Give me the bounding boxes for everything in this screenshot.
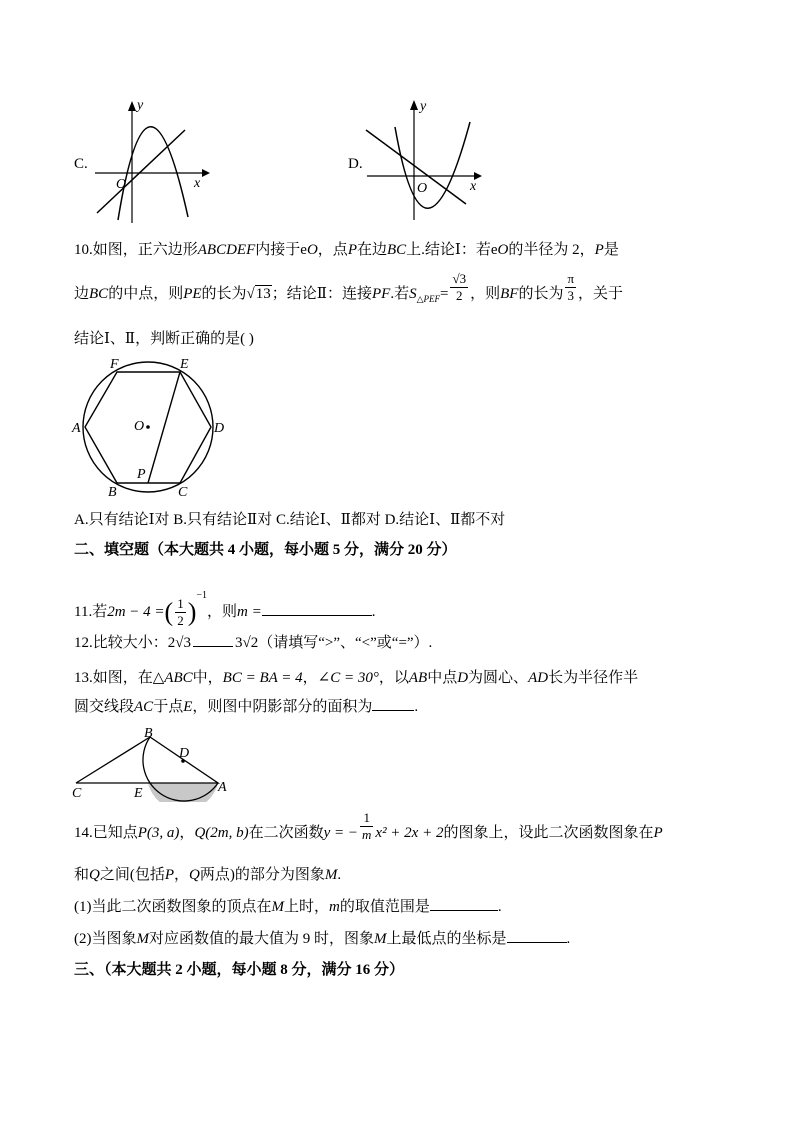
section2-heading: 二、填空题（本大题共 4 小题，每小题 5 分，满分 20 分） [74, 542, 457, 558]
svg-text:P: P [137, 467, 146, 482]
q14-sub2: (2)当图象M对应函数值的最大值为 9 时，图象M上最低点的坐标是 . [74, 931, 571, 947]
graph-d-x-label: x [470, 179, 477, 194]
option-d-label: D. [348, 156, 363, 172]
svg-text:E: E [180, 357, 189, 372]
graph-c-x-label: x [194, 176, 201, 191]
graph-c [90, 95, 215, 225]
svg-text:C: C [72, 786, 82, 801]
q11: 11.若2m − 4 =( $\frac{1}{2}$ )$^{-1}$，则m = . [74, 590, 376, 629]
svg-text:B: B [144, 727, 153, 741]
svg-text:A: A [72, 421, 81, 436]
q10-line1: 10.如图，正六边形ABCDEF内接于eO，点P在边BC上.结论Ⅰ：若eO的半径为 2，P是 [74, 242, 619, 258]
graph-d [362, 92, 492, 222]
triangle-figure [68, 727, 238, 802]
graph-d-y-label: y [420, 99, 427, 114]
q10-line2: 边BC的中点，则PE的长为√13；结论Ⅱ：连接PF.若$S_{\triangle PEF}=$ $\frac{√3}{2}$ ，则BF的长为 $\frac{\pi}{3}$ ，关于 [74, 271, 624, 304]
svg-text:O: O [134, 419, 145, 434]
graph-c-origin-label: O [116, 177, 127, 192]
q14-line2: 和Q之间(包括P，Q两点)的部分为图象M. [74, 867, 342, 883]
q10-line3: 结论Ⅰ、Ⅱ，判断正确的是( ) [74, 331, 254, 347]
svg-text:D: D [179, 746, 190, 761]
section3-heading: 三、（本大题共 2 小题，每小题 8 分，满分 16 分） [74, 962, 405, 978]
svg-text:B: B [108, 485, 117, 500]
q12: 12.比较大小：2√3 3√2（请填写“>”、“<”或“=”）. [74, 635, 433, 651]
q14-sub1: (1)当此二次函数图象的顶点在M上时，m的取值范围是 . [74, 899, 502, 915]
option-c-label: C. [74, 156, 88, 172]
svg-text:A: A [218, 780, 227, 795]
graph-d-origin-label: O [417, 181, 428, 196]
q14-line1: 14.已知点P(3, a)，Q(2m, b)在二次函数y = − $\frac{1}{m}$ x² + 2x + 2的图象上，设此二次函数图象在P [74, 810, 663, 843]
q10-options: A.只有结论Ⅰ对 B.只有结论Ⅱ对 C.结论Ⅰ、Ⅱ都对 D.结论Ⅰ、Ⅱ都不对 [74, 512, 506, 528]
svg-text:D: D [214, 421, 225, 436]
q13-line2: 圆交线段AC于点E，则图中阴影部分的面积为 . [74, 699, 419, 715]
svg-text:C: C [178, 485, 188, 500]
svg-text:E: E [134, 786, 143, 801]
svg-text:F: F [110, 357, 119, 372]
graph-c-y-label: y [137, 98, 144, 113]
hexagon-figure [68, 356, 238, 501]
q13-line1: 13.如图，在△ABC中，BC = BA = 4，∠C = 30°，以AB中点D为圆心、AD长为半径作半 [74, 670, 639, 686]
